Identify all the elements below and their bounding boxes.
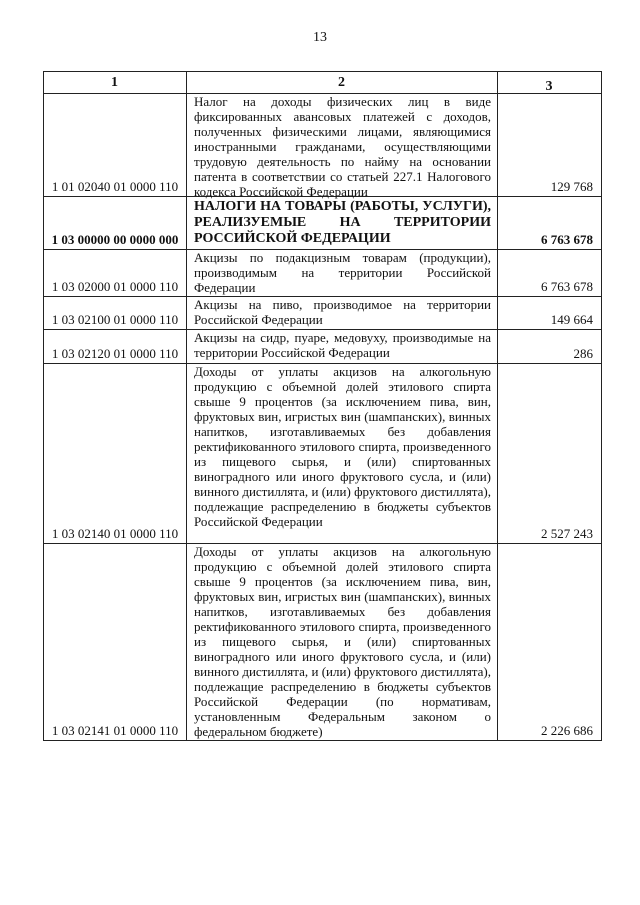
row-name: НАЛОГИ НА ТОВАРЫ (РАБОТЫ, УСЛУГИ), РЕАЛИЗУЕМЫЕ НА ТЕРРИТОРИИ РОССИЙСКОЙ ФЕДЕРАЦИИ (194, 199, 491, 246)
row-value: 6 763 678 (541, 279, 593, 294)
page-number: 13 (313, 30, 327, 45)
row-code: 1 01 02040 01 0000 110 (51, 179, 179, 194)
row-value: 2 527 243 (541, 526, 593, 541)
column-header-1: 1 (111, 74, 118, 90)
row-name: Доходы от уплаты акцизов на алкогольную продукцию с объемной долей этилового спирта свыше 9 процентов (за исключением пива, вин, фруктовых вин, игристых вин (шампанских), винных напитков, изготавливаемых без добавления ректификованного этилового спирта, произведенного из пищевого сырья, и (или) спиртованных виноградного или иного фруктового сусла, и (или) винного дистиллята, и (или) фруктового дистиллята), подлежащие распределению в бюджеты субъектов Российской Федерации (по нормативам, установленным Федеральным законом о федеральном бюджете) (194, 544, 491, 739)
row-name: Акцизы на пиво, производимое на территории Российской Федерации (194, 297, 491, 327)
row-value: 129 768 (550, 179, 593, 194)
row-value: 149 664 (550, 312, 593, 327)
row-code: 1 03 02141 01 0000 110 (51, 723, 179, 738)
row-code: 1 03 02140 01 0000 110 (51, 526, 179, 541)
row-name: Акцизы по подакцизным товарам (продукции), производимым на территории Российской Федерации (194, 250, 491, 295)
row-code: 1 03 02000 01 0000 110 (51, 279, 179, 294)
row-code: 1 03 02120 01 0000 110 (51, 346, 179, 361)
column-header-3: 3 (545, 78, 553, 94)
table-rule (43, 740, 602, 741)
row-value: 2 226 686 (541, 723, 593, 738)
row-name: Налог на доходы физических лиц в виде фиксированных авансовых платежей с доходов, полученных физическими лицами, являющимися иностранными гражданами, осуществляющими трудовую деятельность по найму на основании патента в соответствии со статьей 227.1 Налогового кодекса Российской Федерации (194, 94, 491, 199)
row-value: 286 (573, 346, 593, 361)
table-rule (601, 71, 602, 741)
row-name: Доходы от уплаты акцизов на алкогольную продукцию с объемной долей этилового спирта свыше 9 процентов (за исключением пива, вин, фруктовых вин, игристых вин (шампанских), винных напитков, изготавливаемых без добавления ректификованного этилового спирта, произведенного из пищевого сырья, и (или) спиртованных виноградного или иного фруктового сусла, и (или) винного дистиллята, и (или) фруктового дистиллята), подлежащие распределению в бюджеты субъектов Российской Федерации (194, 364, 491, 529)
column-header-2: 2 (338, 74, 345, 90)
row-name: Акцизы на сидр, пуаре, медовуху, производимые на территории Российской Федерации (194, 330, 491, 360)
row-value: 6 763 678 (541, 232, 593, 247)
row-code: 1 03 02100 01 0000 110 (51, 312, 179, 327)
row-code: 1 03 00000 00 0000 000 (51, 232, 179, 247)
